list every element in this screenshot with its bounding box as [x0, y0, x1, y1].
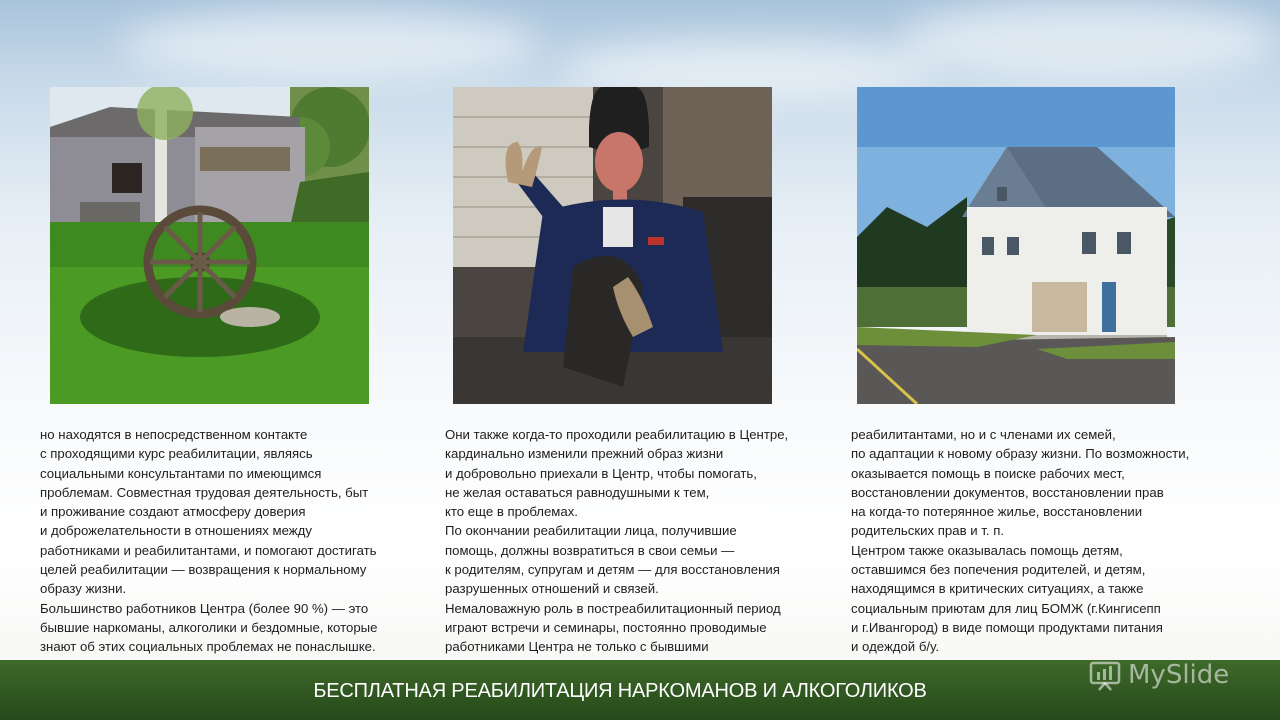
cloud-decoration: [900, 0, 1280, 80]
text-line: и одеждой б/у.: [851, 639, 939, 655]
footer-title: БЕСПЛАТНАЯ РЕАБИЛИТАЦИЯ НАРКОМАНОВ И АЛКОГОЛИКОВ: [313, 680, 927, 702]
text-line: социальными консультантами по имеющимся: [40, 465, 322, 481]
text-line: восстановлении документов, восстановлении прав: [851, 484, 1164, 500]
cloud-decoration: [120, 10, 540, 80]
text-line: но находятся в непосредственном контакте: [40, 427, 308, 442]
photo-house: [857, 87, 1175, 404]
watermark-logo: [1088, 655, 1229, 695]
text-line: оказывается помощь в поиске рабочих мест,: [851, 465, 1125, 481]
slides-logo-icon: [1088, 658, 1122, 692]
text-line: к родителям, супругам и детям — для восстановления: [445, 562, 780, 578]
text-line: разрушенных отношений и связей.: [445, 581, 659, 597]
text-line: реабилитантами, но и с членами их семей,: [851, 427, 1116, 442]
text-line: родительских прав и т. п.: [851, 523, 1004, 539]
text-line: и добровольно приехали в Центр, чтобы помогать,: [445, 465, 757, 481]
photo-building-wheel: [50, 87, 369, 404]
photo-welder: [453, 87, 772, 404]
text-line: оставшимся без попечения родителей, и детям,: [851, 562, 1146, 578]
text-line: помощь, должны возвратиться в свои семьи —: [445, 542, 735, 558]
text-line: По окончании реабилитации лица, получившие: [445, 523, 737, 539]
column-text-3: [851, 425, 1189, 657]
text-line: находящимся в критических ситуациях, а также: [851, 581, 1144, 597]
text-line: Немаловажную роль в постреабилитационный период: [445, 600, 781, 616]
text-line: работниками Центра не только с бывшими: [445, 639, 709, 655]
text-line: Большинство работников Центра (более 90 %) — это: [40, 600, 369, 616]
text-line: знают об этих социальных проблемах не понаслышке.: [40, 639, 376, 655]
text-line: проблемам. Совместная трудовая деятельность, быт: [40, 484, 369, 500]
text-line: и доброжелательности в отношениях между: [40, 523, 312, 539]
column-text-1: [40, 425, 377, 657]
text-line: Они также когда-то проходили реабилитацию в Центре,: [445, 427, 789, 442]
text-line: и проживание создают атмосферу доверия: [40, 504, 306, 520]
text-line: образу жизни.: [40, 581, 127, 597]
text-line: Центром также оказывалась помощь детям,: [851, 542, 1123, 558]
text-line: социальным приютам для лиц БОМЖ (г.Кингисепп: [851, 600, 1161, 616]
text-line: кардинально изменили прежний образ жизни: [445, 446, 724, 462]
text-line: бывшие наркоманы, алкоголики и бездомные, которые: [40, 619, 378, 635]
text-line: по адаптации к новому образу жизни. По возможности,: [851, 446, 1190, 462]
text-line: играют встречи и семинары, постоянно проводимые: [445, 619, 767, 635]
text-line: с проходящими курс реабилитации, являясь: [40, 446, 313, 462]
text-line: на когда-то потерянное жилье, восстановлении: [851, 504, 1143, 520]
text-line: целей реабилитации — возвращения к нормальному: [40, 562, 367, 578]
text-line: не желая оставаться равнодушными к тем,: [445, 484, 710, 500]
text-line: кто еще в проблемах.: [445, 504, 578, 520]
watermark-text: MySlide: [1128, 660, 1230, 690]
column-text-2: [445, 425, 788, 657]
text-line: и г.Ивангород) в виде помощи продуктами питания: [851, 619, 1163, 635]
text-line: работниками и реабилитантами, и помогают достигать: [40, 542, 377, 558]
